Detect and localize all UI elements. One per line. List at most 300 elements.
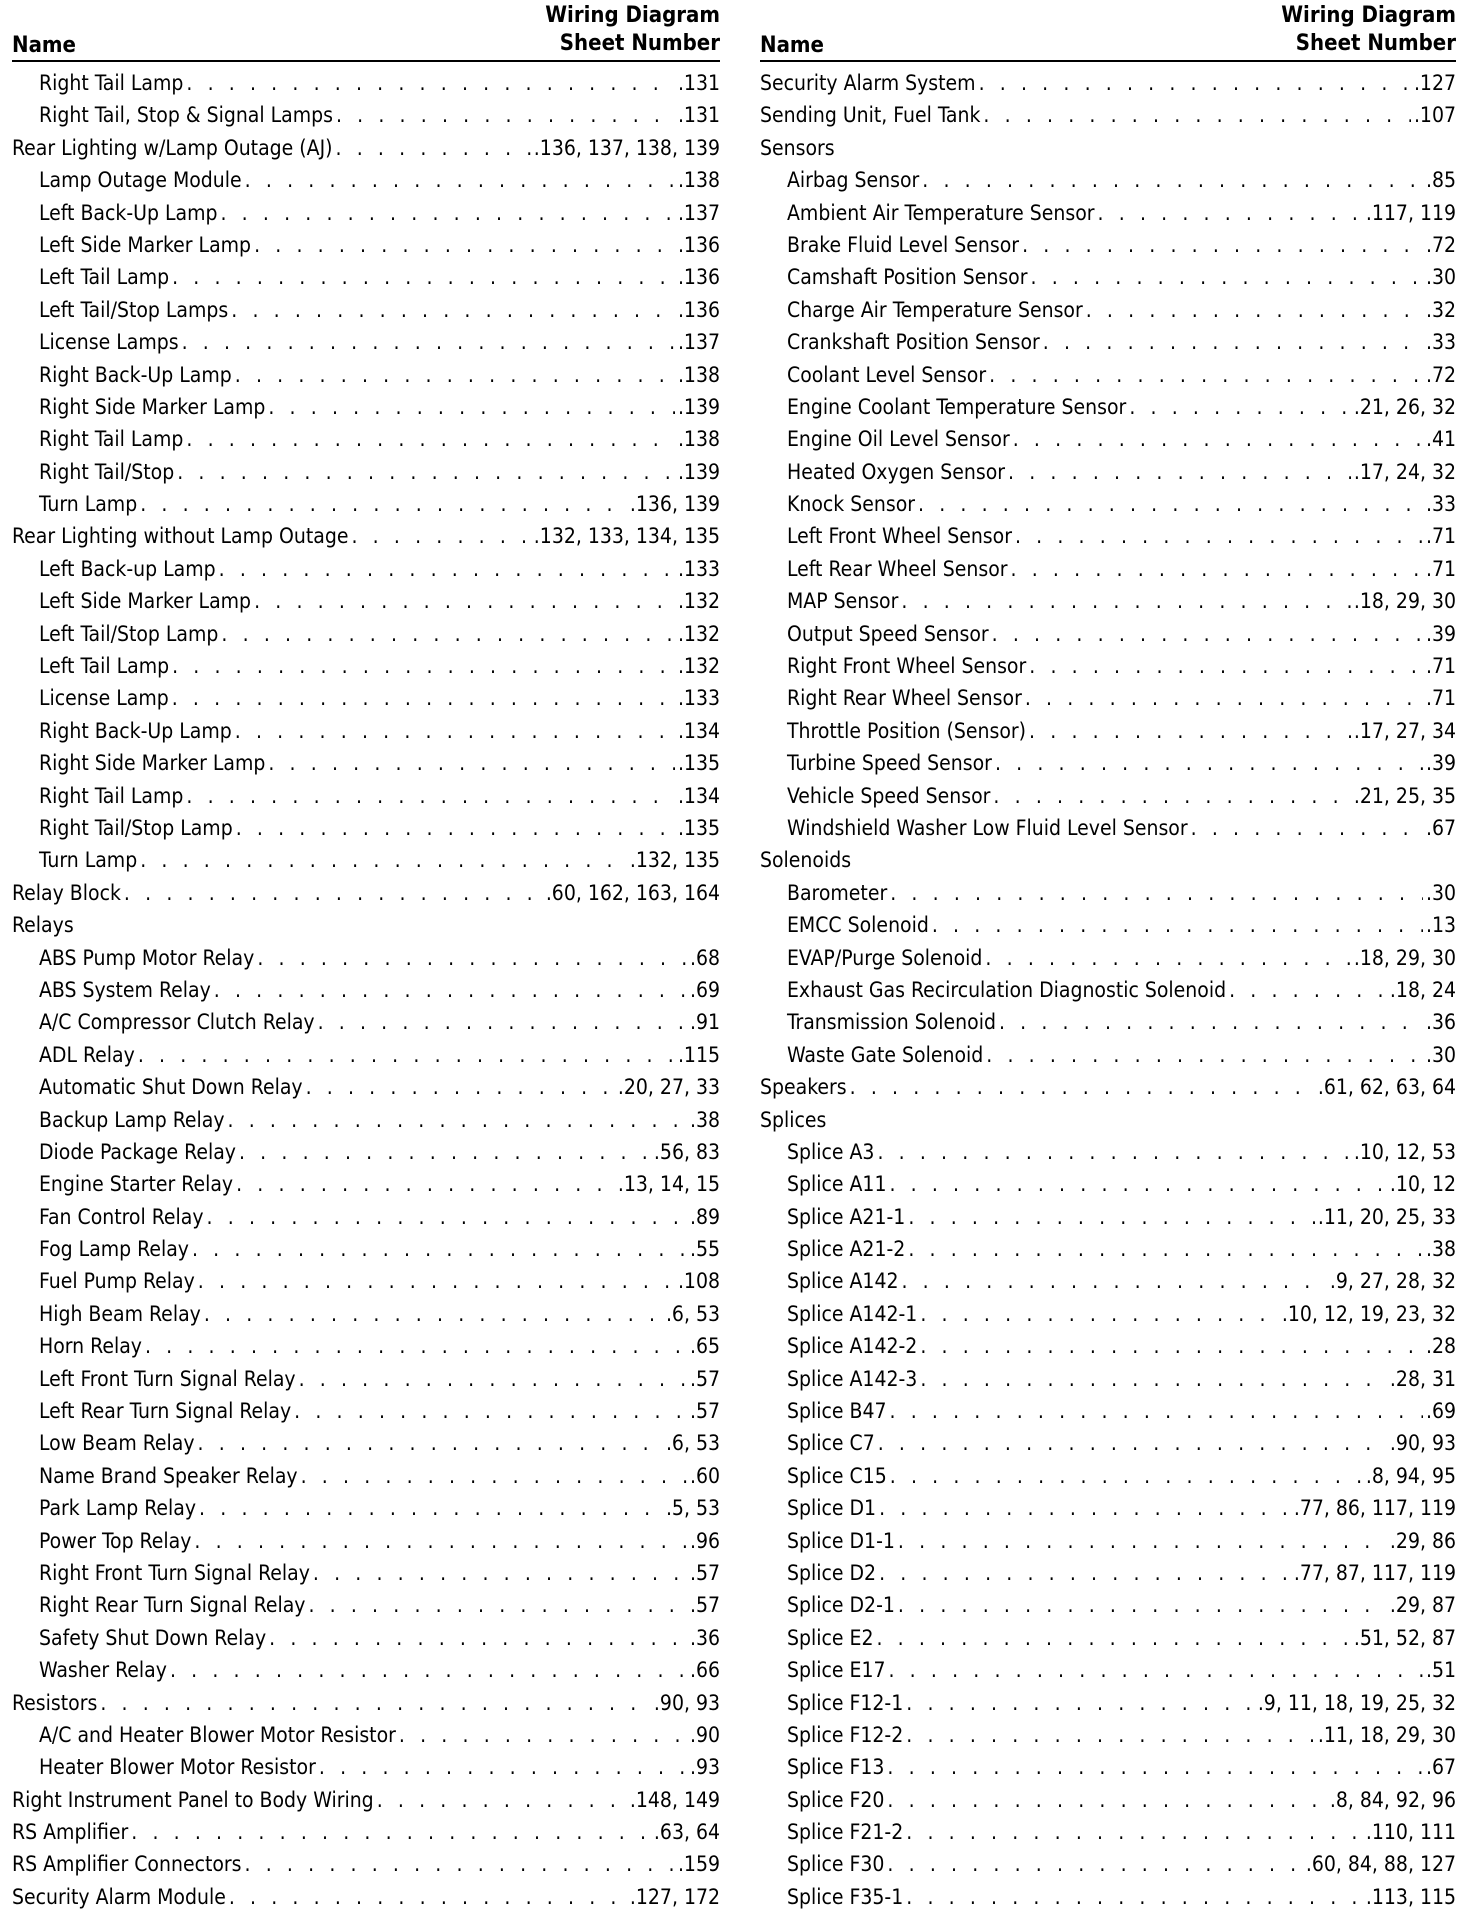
index-entry — [12, 99, 720, 131]
entry-name: Left Back-up Lamp — [39, 556, 216, 581]
entry-name: RS Amplifier — [12, 1820, 129, 1845]
index-entry — [12, 812, 720, 844]
left-column — [12, 0, 720, 1913]
sheet-number: .38 — [1425, 1237, 1456, 1262]
index-entry — [760, 1298, 1456, 1330]
dot-leader — [995, 747, 1423, 779]
entry-name: Splice A142-1 — [787, 1301, 918, 1326]
entry-name: Rear Lighting without Lamp Outage — [12, 524, 349, 549]
sheet-number: .132, 135 — [629, 848, 720, 873]
entry-name: Right Rear Turn Signal Relay — [39, 1593, 306, 1618]
index-entry — [760, 488, 1456, 520]
sheet-number: .138 — [677, 427, 720, 452]
entry-name: Splices — [760, 1107, 827, 1132]
entry-name: Rear Lighting w/Lamp Outage (AJ) — [12, 135, 333, 160]
sheet-number: .39 — [1425, 621, 1456, 646]
dot-leader — [1022, 229, 1423, 261]
sheet-number: .21, 25, 35 — [1353, 783, 1456, 808]
sheet-number: .108 — [677, 1269, 720, 1294]
sheet-number: .20, 27, 33 — [617, 1075, 720, 1100]
sheet-number: .148, 149 — [629, 1787, 720, 1812]
index-entry — [760, 877, 1456, 909]
entry-name: Airbag Sensor — [787, 168, 920, 193]
index-entry — [760, 359, 1456, 391]
sheet-number: .29, 87 — [1389, 1593, 1456, 1618]
entry-name: Solenoids — [760, 848, 852, 873]
index-entry — [760, 844, 1456, 876]
dot-leader — [268, 747, 675, 779]
sheet-number: .11, 20, 25, 33 — [1317, 1204, 1456, 1229]
entry-name: Right Side Marker Lamp — [39, 751, 266, 776]
entry-name: Splice D1 — [787, 1496, 877, 1521]
index-entry — [760, 326, 1456, 358]
entry-name: Washer Relay — [39, 1658, 167, 1683]
sheet-number: .60, 162, 163, 164 — [545, 880, 720, 905]
dot-leader — [890, 1460, 1363, 1492]
sheet-number: .90 — [689, 1722, 720, 1747]
entry-name: Output Speed Sensor — [787, 621, 989, 646]
dot-leader — [239, 1136, 651, 1168]
index-entry — [12, 877, 720, 909]
entry-name: Heated Oxygen Sensor — [787, 459, 1006, 484]
sheet-number: .135 — [677, 815, 720, 840]
entry-name: Vehicle Speed Sensor — [787, 783, 991, 808]
index-entry — [12, 1622, 720, 1654]
index-entry — [760, 942, 1456, 974]
dot-leader — [890, 877, 1423, 909]
entry-name: Splice A142-3 — [787, 1366, 918, 1391]
index-entry — [760, 1265, 1456, 1297]
sheet-number: .132 — [677, 621, 720, 646]
index-entry — [760, 715, 1456, 747]
index-entry — [760, 1071, 1456, 1103]
dot-leader — [887, 1784, 1326, 1816]
sheet-number: .110, 111 — [1365, 1820, 1456, 1845]
entry-name: Relays — [12, 913, 74, 938]
entry-name: Barometer — [787, 880, 888, 905]
dot-leader — [336, 99, 675, 131]
sheet-number: .132 — [677, 654, 720, 679]
sheet-number: .51 — [1425, 1658, 1456, 1683]
index-entry — [760, 1622, 1456, 1654]
sheet-number: .13, 14, 15 — [617, 1172, 720, 1197]
dot-leader — [920, 1298, 1279, 1330]
index-entry — [760, 747, 1456, 779]
entry-name: Splice E17 — [787, 1658, 886, 1683]
sheet-number: .57 — [689, 1560, 720, 1585]
entry-name: Diode Package Relay — [39, 1139, 236, 1164]
dot-leader — [1025, 682, 1423, 714]
sheet-number: .30 — [1425, 265, 1456, 290]
sheet-number: .136 — [677, 297, 720, 322]
dot-leader — [236, 1168, 615, 1200]
sheet-number: .60 — [689, 1463, 720, 1488]
dot-leader — [906, 1881, 1363, 1913]
entry-name: Crankshaft Position Sensor — [787, 330, 1040, 355]
sheet-number: .135 — [677, 751, 720, 776]
index-entry — [12, 618, 720, 650]
dot-leader — [1008, 456, 1351, 488]
index-entry — [12, 1330, 720, 1362]
dot-leader — [306, 1071, 615, 1103]
entry-name: ADL Relay — [39, 1042, 135, 1067]
entry-name: Splice A21-2 — [787, 1237, 906, 1262]
entry-name: Splice D2-1 — [787, 1593, 895, 1618]
index-entry — [760, 1395, 1456, 1427]
sheet-number: .51, 52, 87 — [1353, 1625, 1456, 1650]
index-entry — [12, 1816, 720, 1848]
index-entry — [760, 1687, 1456, 1719]
dot-leader — [138, 1039, 675, 1071]
entry-name: Windshield Washer Low Fluid Level Sensor — [787, 815, 1188, 840]
dot-leader — [254, 585, 675, 617]
dot-leader — [993, 780, 1350, 812]
entry-name: Right Front Wheel Sensor — [787, 654, 1027, 679]
entry-name: Splice B47 — [787, 1399, 887, 1424]
dot-leader — [131, 1816, 651, 1848]
entry-name: Left Tail/Stop Lamps — [39, 297, 229, 322]
sheet-number: .137 — [677, 330, 720, 355]
entry-name: Splice F12-1 — [787, 1690, 904, 1715]
entry-name: Engine Oil Level Sensor — [787, 427, 1010, 452]
index-entry — [760, 1816, 1456, 1848]
dot-leader — [301, 1460, 687, 1492]
index-entry — [760, 1784, 1456, 1816]
dot-leader — [186, 780, 675, 812]
entry-name: Left Front Turn Signal Relay — [39, 1366, 296, 1391]
index-entry — [12, 164, 720, 196]
index-entry — [760, 682, 1456, 714]
dot-leader — [877, 1136, 1350, 1168]
sheet-number: .136, 139 — [629, 492, 720, 517]
sheet-number: .72 — [1425, 232, 1456, 257]
index-entry — [12, 1006, 720, 1038]
entry-name: Camshaft Position Sensor — [787, 265, 1028, 290]
sheet-number: .132 — [677, 589, 720, 614]
dot-leader — [236, 812, 675, 844]
index-entry — [760, 261, 1456, 293]
sheet-number: .107 — [1413, 103, 1456, 128]
index-entry — [12, 261, 720, 293]
dot-leader — [220, 197, 674, 229]
index-entry — [12, 456, 720, 488]
dot-leader — [1029, 715, 1351, 747]
entry-name: ABS System Relay — [39, 977, 211, 1002]
entry-name: Power Top Relay — [39, 1528, 192, 1553]
sheet-number: .71 — [1425, 524, 1456, 549]
sheet-number: .17, 24, 32 — [1353, 459, 1456, 484]
dot-leader — [140, 488, 627, 520]
dot-leader — [920, 1363, 1387, 1395]
index-entry — [12, 1168, 720, 1200]
dot-leader — [192, 1233, 687, 1265]
dot-leader — [1013, 423, 1423, 455]
sheet-number: .6, 53 — [665, 1431, 720, 1456]
sheet-number: .91 — [689, 1010, 720, 1035]
index-entry — [760, 1525, 1456, 1557]
entry-name: Right Side Marker Lamp — [39, 394, 266, 419]
dot-leader — [299, 1363, 687, 1395]
index-entry — [12, 715, 720, 747]
dot-leader — [257, 942, 687, 974]
sheet-number: .159 — [677, 1852, 720, 1877]
sheet-number: .71 — [1425, 654, 1456, 679]
dot-leader — [182, 326, 675, 358]
dot-leader — [1098, 197, 1363, 229]
index-entry — [12, 1525, 720, 1557]
index-entry — [760, 229, 1456, 261]
index-entry — [760, 1492, 1456, 1524]
sheet-number: .90, 93 — [1389, 1431, 1456, 1456]
sheet-number: .96 — [689, 1528, 720, 1553]
index-entry — [12, 1136, 720, 1168]
entry-name: Right Instrument Panel to Body Wiring — [12, 1787, 374, 1812]
index-entry — [12, 197, 720, 229]
entry-name: Splice F12-2 — [787, 1722, 904, 1747]
entry-name: Name Brand Speaker Relay — [39, 1463, 298, 1488]
index-entry — [760, 423, 1456, 455]
dot-leader — [985, 942, 1350, 974]
sheet-number: .21, 26, 32 — [1353, 394, 1456, 419]
sheet-number: .65 — [689, 1334, 720, 1359]
index-entry — [12, 780, 720, 812]
entry-name: Exhaust Gas Recirculation Diagnostic Solenoid — [787, 977, 1227, 1002]
sheet-number: .32 — [1425, 297, 1456, 322]
entry-name: Left Rear Wheel Sensor — [787, 556, 1008, 581]
sheet-number: .136, 137, 138, 139 — [533, 135, 720, 160]
dot-leader — [207, 1201, 687, 1233]
dot-leader — [100, 1687, 651, 1719]
sheet-number: .136 — [677, 232, 720, 257]
index-entry — [760, 585, 1456, 617]
entry-name: Brake Fluid Level Sensor — [787, 232, 1020, 257]
sheet-number: .57 — [689, 1366, 720, 1391]
dot-leader — [901, 585, 1351, 617]
index-entry — [760, 164, 1456, 196]
dot-leader — [351, 520, 530, 552]
sheet-number: .66 — [689, 1658, 720, 1683]
dot-leader — [888, 1654, 1422, 1686]
entry-name: Speakers — [760, 1075, 847, 1100]
sheet-number: .137 — [677, 200, 720, 225]
dot-leader — [979, 67, 1411, 99]
index-entry — [12, 682, 720, 714]
entry-name: RS Amplifier Connectors — [12, 1852, 242, 1877]
dot-leader — [172, 650, 675, 682]
entry-name: Right Tail Lamp — [39, 71, 184, 95]
entry-name: Park Lamp Relay — [39, 1496, 197, 1521]
dot-leader — [906, 1719, 1315, 1751]
index-entry — [760, 780, 1456, 812]
sheet-number: .55 — [689, 1237, 720, 1262]
sheet-number: .117, 119 — [1365, 200, 1456, 225]
entry-name: Splice A142 — [787, 1269, 899, 1294]
dot-leader — [245, 164, 675, 196]
dot-leader — [986, 1039, 1423, 1071]
dot-leader — [983, 99, 1411, 131]
index-entry — [760, 812, 1456, 844]
entry-name: Right Back-Up Lamp — [39, 718, 232, 743]
index-entry — [760, 1104, 1456, 1136]
dot-leader — [920, 1330, 1423, 1362]
dot-leader — [887, 1751, 1423, 1783]
entry-name: Left Front Wheel Sensor — [787, 524, 1012, 549]
entry-name: Security Alarm Module — [12, 1884, 226, 1909]
entry-name: Resistors — [12, 1690, 98, 1715]
entry-name: Splice A3 — [787, 1139, 875, 1164]
entry-name: Left Tail/Stop Lamp — [39, 621, 219, 646]
dot-leader — [235, 359, 675, 391]
entry-name: Sensors — [760, 135, 835, 160]
sheet-number: .28, 31 — [1389, 1366, 1456, 1391]
index-entry — [12, 1719, 720, 1751]
sheet-number: .10, 12, 53 — [1353, 1139, 1456, 1164]
dot-leader — [876, 1622, 1350, 1654]
index-entry — [12, 326, 720, 358]
sheet-number: .85 — [1425, 168, 1456, 193]
right-entry-list — [760, 67, 1456, 1913]
sheet-number: .133 — [677, 686, 720, 711]
entry-name: Engine Coolant Temperature Sensor — [787, 394, 1127, 419]
dot-leader — [878, 1427, 1387, 1459]
dot-leader — [228, 1104, 687, 1136]
sheet-number: .30 — [1425, 1042, 1456, 1067]
index-entry — [12, 1557, 720, 1589]
entry-name: Left Side Marker Lamp — [39, 232, 252, 257]
sheet-number: .11, 18, 29, 30 — [1317, 1722, 1456, 1747]
entry-name: Charge Air Temperature Sensor — [787, 297, 1083, 322]
dot-leader — [879, 1492, 1291, 1524]
index-entry — [12, 1104, 720, 1136]
dot-leader — [999, 1006, 1423, 1038]
sheet-number: .8, 84, 92, 96 — [1329, 1787, 1456, 1812]
sheet-number: .115 — [677, 1042, 720, 1067]
index-entry — [12, 488, 720, 520]
index-entry — [12, 1363, 720, 1395]
sheet-number: .93 — [689, 1755, 720, 1780]
dot-leader — [908, 1201, 1315, 1233]
dot-leader — [890, 1395, 1423, 1427]
dot-leader — [172, 261, 675, 293]
sheet-number: .9, 27, 28, 32 — [1329, 1269, 1456, 1294]
dot-leader — [294, 1395, 687, 1427]
sheet-number: .6, 53 — [665, 1301, 720, 1326]
entry-name: Fuel Pump Relay — [39, 1269, 195, 1294]
entry-name: Right Front Turn Signal Relay — [39, 1560, 310, 1585]
dot-leader — [1031, 261, 1423, 293]
dot-leader — [879, 1557, 1291, 1589]
dot-leader — [229, 1881, 627, 1913]
entry-name: License Lamp — [39, 686, 169, 711]
entry-name: Right Tail Lamp — [39, 783, 184, 808]
entry-name: Splice F13 — [787, 1755, 885, 1780]
dot-leader — [221, 618, 675, 650]
index-entry — [12, 1427, 720, 1459]
sheet-header-line1: Wiring Diagram — [545, 3, 720, 28]
sheet-number: .28 — [1425, 1334, 1456, 1359]
sheet-number: .132, 133, 134, 135 — [533, 524, 720, 549]
index-entry — [12, 1298, 720, 1330]
sheet-number: .77, 86, 117, 119 — [1293, 1496, 1456, 1521]
sheet-number: .113, 115 — [1365, 1884, 1456, 1909]
index-entry — [12, 1687, 720, 1719]
entry-name: Splice C7 — [787, 1431, 875, 1456]
index-entry — [760, 650, 1456, 682]
column-header — [12, 0, 720, 62]
sheet-number: .89 — [689, 1204, 720, 1229]
entry-name: Coolant Level Sensor — [787, 362, 987, 387]
sheet-number: .139 — [677, 394, 720, 419]
left-entry-list — [12, 67, 720, 1913]
index-entry — [12, 747, 720, 779]
dot-leader — [908, 1233, 1423, 1265]
sheet-number: .36 — [1425, 1010, 1456, 1035]
dot-leader — [245, 1848, 675, 1880]
dot-leader — [124, 877, 543, 909]
dot-leader — [1191, 812, 1423, 844]
dot-leader — [269, 1622, 687, 1654]
dot-leader — [231, 294, 675, 326]
sheet-number: .67 — [1425, 1755, 1456, 1780]
sheet-header-line2: Sheet Number — [1295, 31, 1456, 56]
index-entry — [12, 1589, 720, 1621]
index-entry — [12, 359, 720, 391]
sheet-number: .8, 94, 95 — [1365, 1463, 1456, 1488]
index-entry — [12, 229, 720, 261]
index-entry — [760, 132, 1456, 164]
index-entry — [12, 520, 720, 552]
sheet-number: .5, 53 — [665, 1496, 720, 1521]
entry-name: Right Back-Up Lamp — [39, 362, 232, 387]
index-entry — [760, 1427, 1456, 1459]
dot-leader — [198, 1427, 663, 1459]
entry-name: Horn Relay — [39, 1334, 142, 1359]
index-entry — [12, 1233, 720, 1265]
sheet-number: .68 — [689, 945, 720, 970]
dot-leader — [901, 1265, 1326, 1297]
dot-leader — [1229, 974, 1387, 1006]
sheet-number: .71 — [1425, 556, 1456, 581]
entry-name: A/C and Heater Blower Motor Resistor — [39, 1722, 396, 1747]
dot-leader — [308, 1589, 687, 1621]
sheet-number: .57 — [689, 1593, 720, 1618]
sheet-number: .133 — [677, 556, 720, 581]
dot-leader — [214, 974, 687, 1006]
entry-name: EMCC Solenoid — [787, 913, 929, 938]
index-entry — [12, 844, 720, 876]
name-header: Name — [12, 33, 76, 58]
sheet-number: .10, 12, 19, 23, 32 — [1281, 1301, 1456, 1326]
entry-name: Safety Shut Down Relay — [39, 1625, 267, 1650]
sheet-number: .56, 83 — [653, 1139, 720, 1164]
sheet-number: .63, 64 — [653, 1820, 720, 1845]
index-entry — [12, 1395, 720, 1427]
entry-name: Lamp Outage Module — [39, 168, 242, 193]
entry-name: Right Tail/Stop Lamp — [39, 815, 233, 840]
dot-leader — [170, 1654, 687, 1686]
dot-leader — [906, 1816, 1363, 1848]
entry-name: Left Tail Lamp — [39, 654, 170, 679]
index-entry — [760, 974, 1456, 1006]
sheet-number: .18, 29, 30 — [1353, 589, 1456, 614]
index-entry — [12, 650, 720, 682]
index-entry — [12, 553, 720, 585]
sheet-number: .67 — [1425, 815, 1456, 840]
index-entry — [760, 909, 1456, 941]
entry-name: Automatic Shut Down Relay — [39, 1075, 303, 1100]
entry-name: Security Alarm System — [760, 71, 976, 95]
sheet-number: .41 — [1425, 427, 1456, 452]
